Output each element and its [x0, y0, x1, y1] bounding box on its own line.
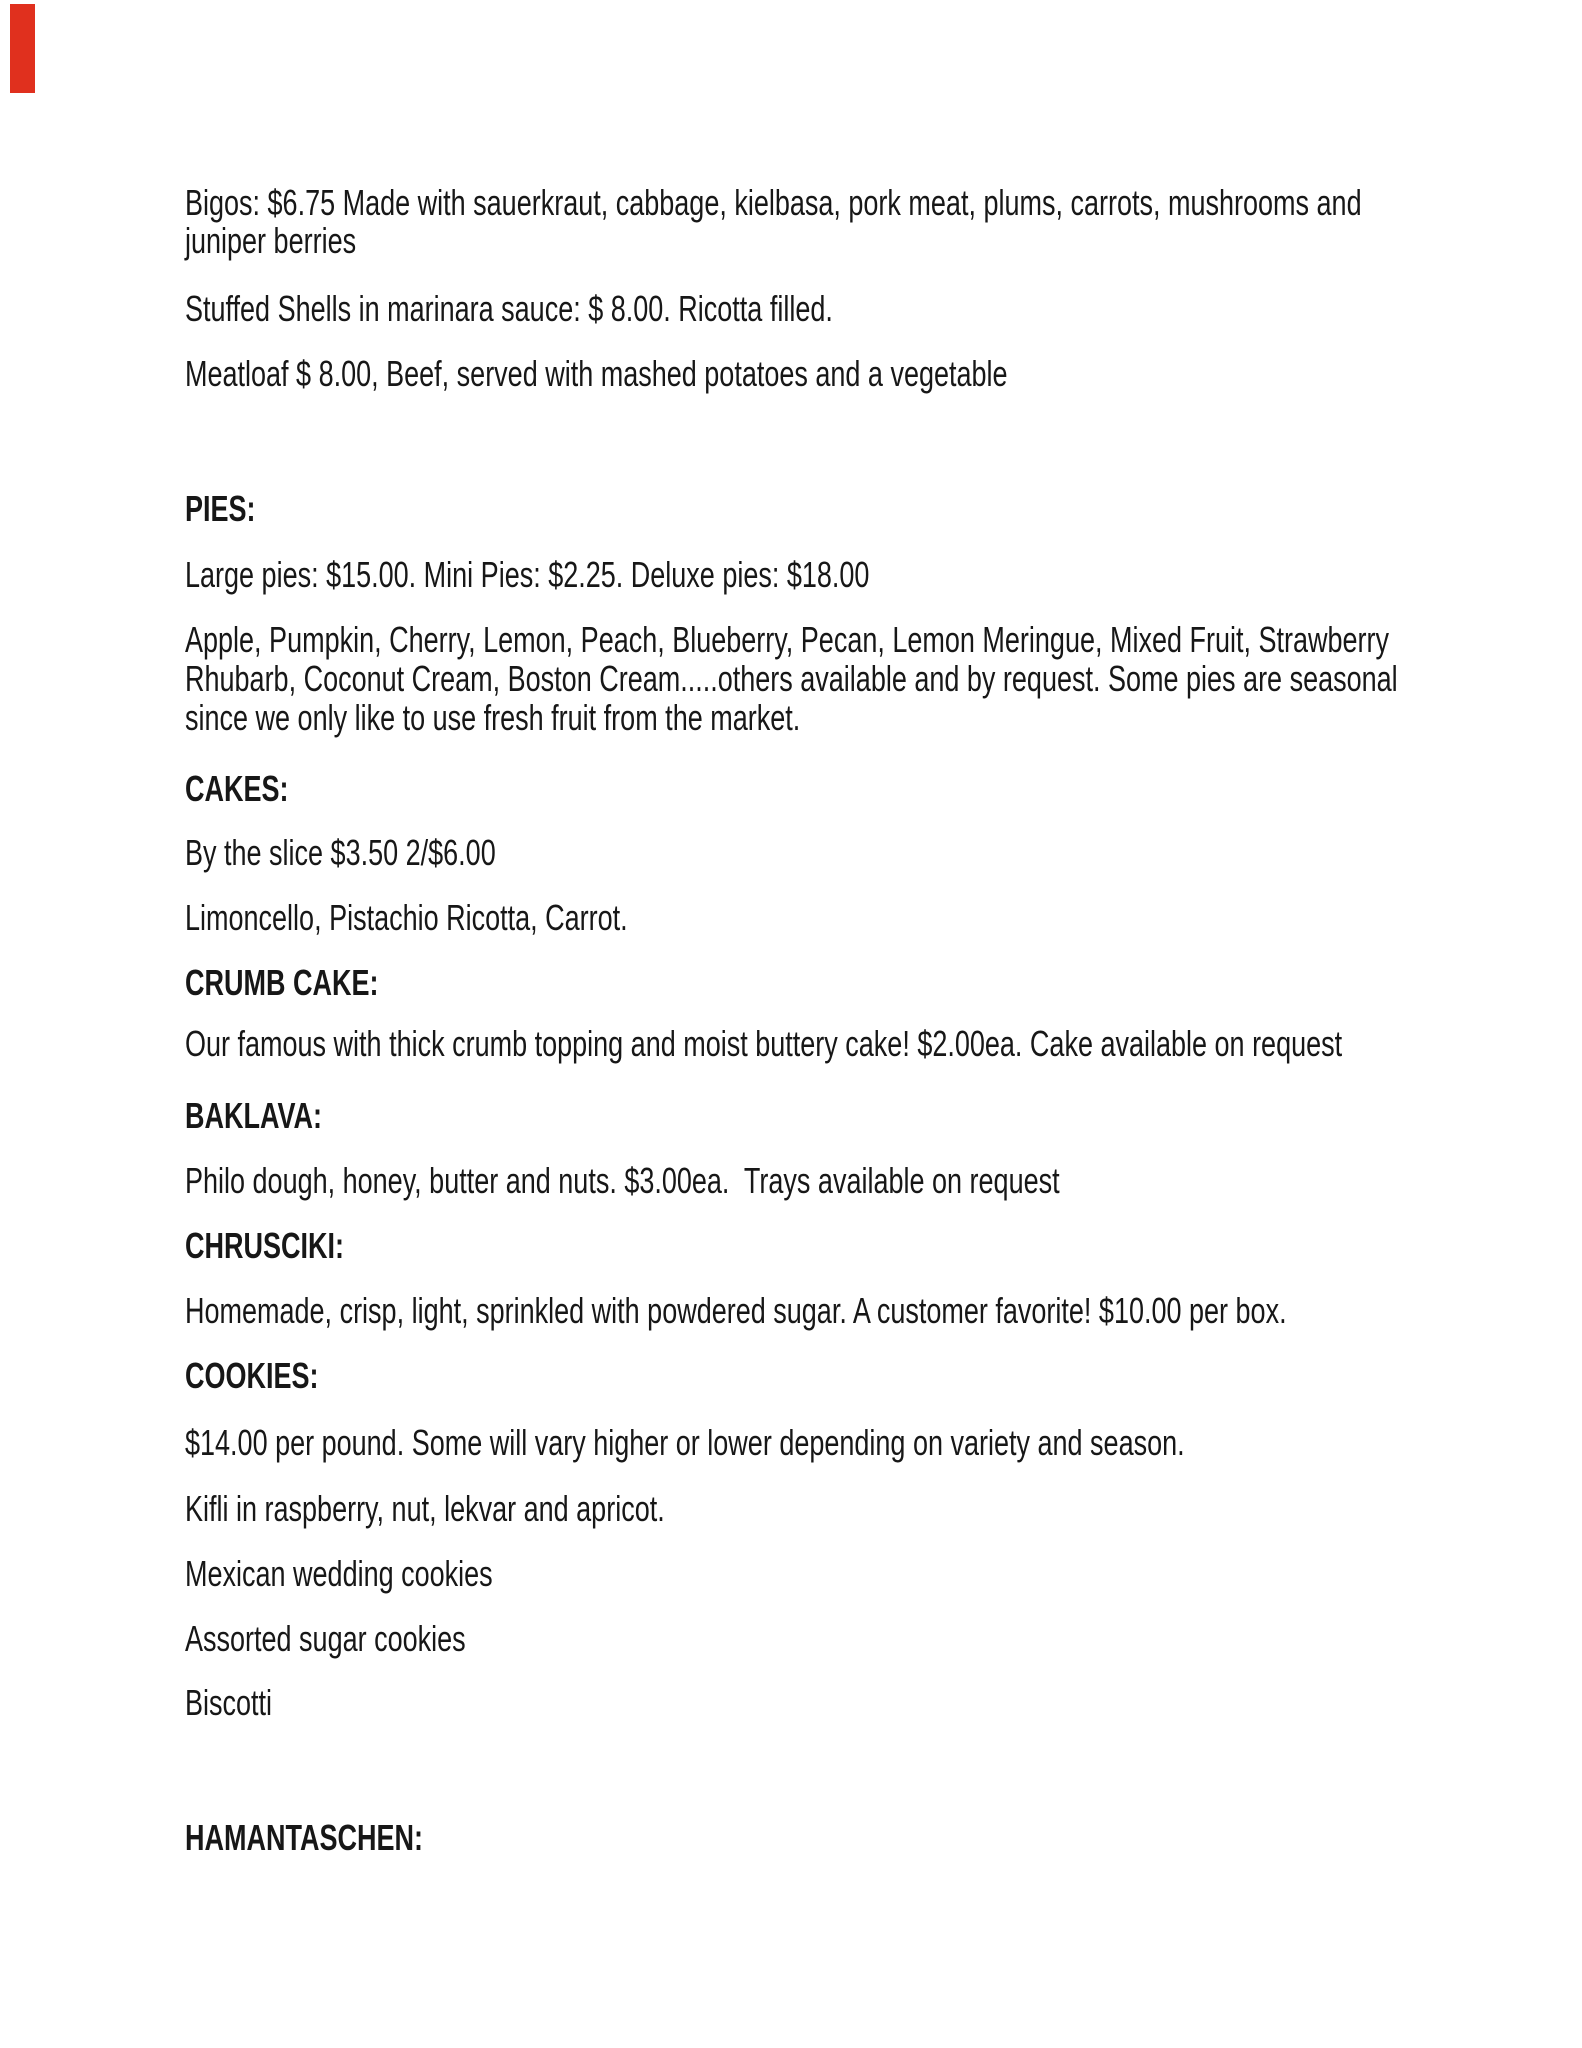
cookies-biscotti: Biscotti [185, 1682, 273, 1723]
pies-prices: Large pies: $15.00. Mini Pies: $2.25. Deluxe pies: $18.00 [185, 554, 870, 595]
cakes-prices: By the slice $3.50 2/$6.00 [185, 832, 496, 873]
crumb-cake-description: Our famous with thick crumb topping and moist buttery cake! $2.00ea. Cake available on request [185, 1023, 1343, 1064]
item-meatloaf: Meatloaf $ 8.00, Beef, served with mashed potatoes and a vegetable [185, 353, 1008, 394]
pies-flavors-line1: Apple, Pumpkin, Cherry, Lemon, Peach, Blueberry, Pecan, Lemon Meringue, Mixed Fruit, Strawberry [185, 619, 1390, 660]
section-header-pies: PIES: [185, 488, 256, 529]
section-header-crumb-cake: CRUMB CAKE: [185, 962, 379, 1003]
cookies-assorted-sugar: Assorted sugar cookies [185, 1618, 466, 1659]
item-bigos-line1: Bigos: $6.75 Made with sauerkraut, cabbage, kielbasa, pork meat, plums, carrots, mushrooms and [185, 182, 1362, 223]
section-header-cakes: CAKES: [185, 768, 289, 809]
baklava-description: Philo dough, honey, butter and nuts. $3.00ea. Trays available on request [185, 1160, 1060, 1201]
pies-flavors-line2: Rhubarb, Coconut Cream, Boston Cream.....others available and by request. Some pies are seasonal [185, 658, 1398, 699]
section-header-chrusciki: CHRUSCIKI: [185, 1225, 344, 1266]
pies-flavors-line3: since we only like to use fresh fruit from the market. [185, 697, 801, 738]
cookies-kifli: Kifli in raspberry, nut, lekvar and apricot. [185, 1488, 665, 1529]
cakes-flavors: Limoncello, Pistachio Ricotta, Carrot. [185, 897, 628, 938]
cookies-mexican-wedding: Mexican wedding cookies [185, 1553, 493, 1594]
item-bigos-line2: juniper berries [185, 220, 357, 261]
red-corner-mark [10, 4, 35, 93]
chrusciki-description: Homemade, crisp, light, sprinkled with powdered sugar. A customer favorite! $10.00 per box. [185, 1290, 1287, 1331]
item-stuffed-shells: Stuffed Shells in marinara sauce: $ 8.00. Ricotta filled. [185, 288, 833, 329]
section-header-cookies: COOKIES: [185, 1355, 319, 1396]
cookies-price: $14.00 per pound. Some will vary higher or lower depending on variety and season. [185, 1422, 1185, 1463]
section-header-baklava: BAKLAVA: [185, 1095, 322, 1136]
section-header-hamantaschen: HAMANTASCHEN: [185, 1817, 423, 1858]
